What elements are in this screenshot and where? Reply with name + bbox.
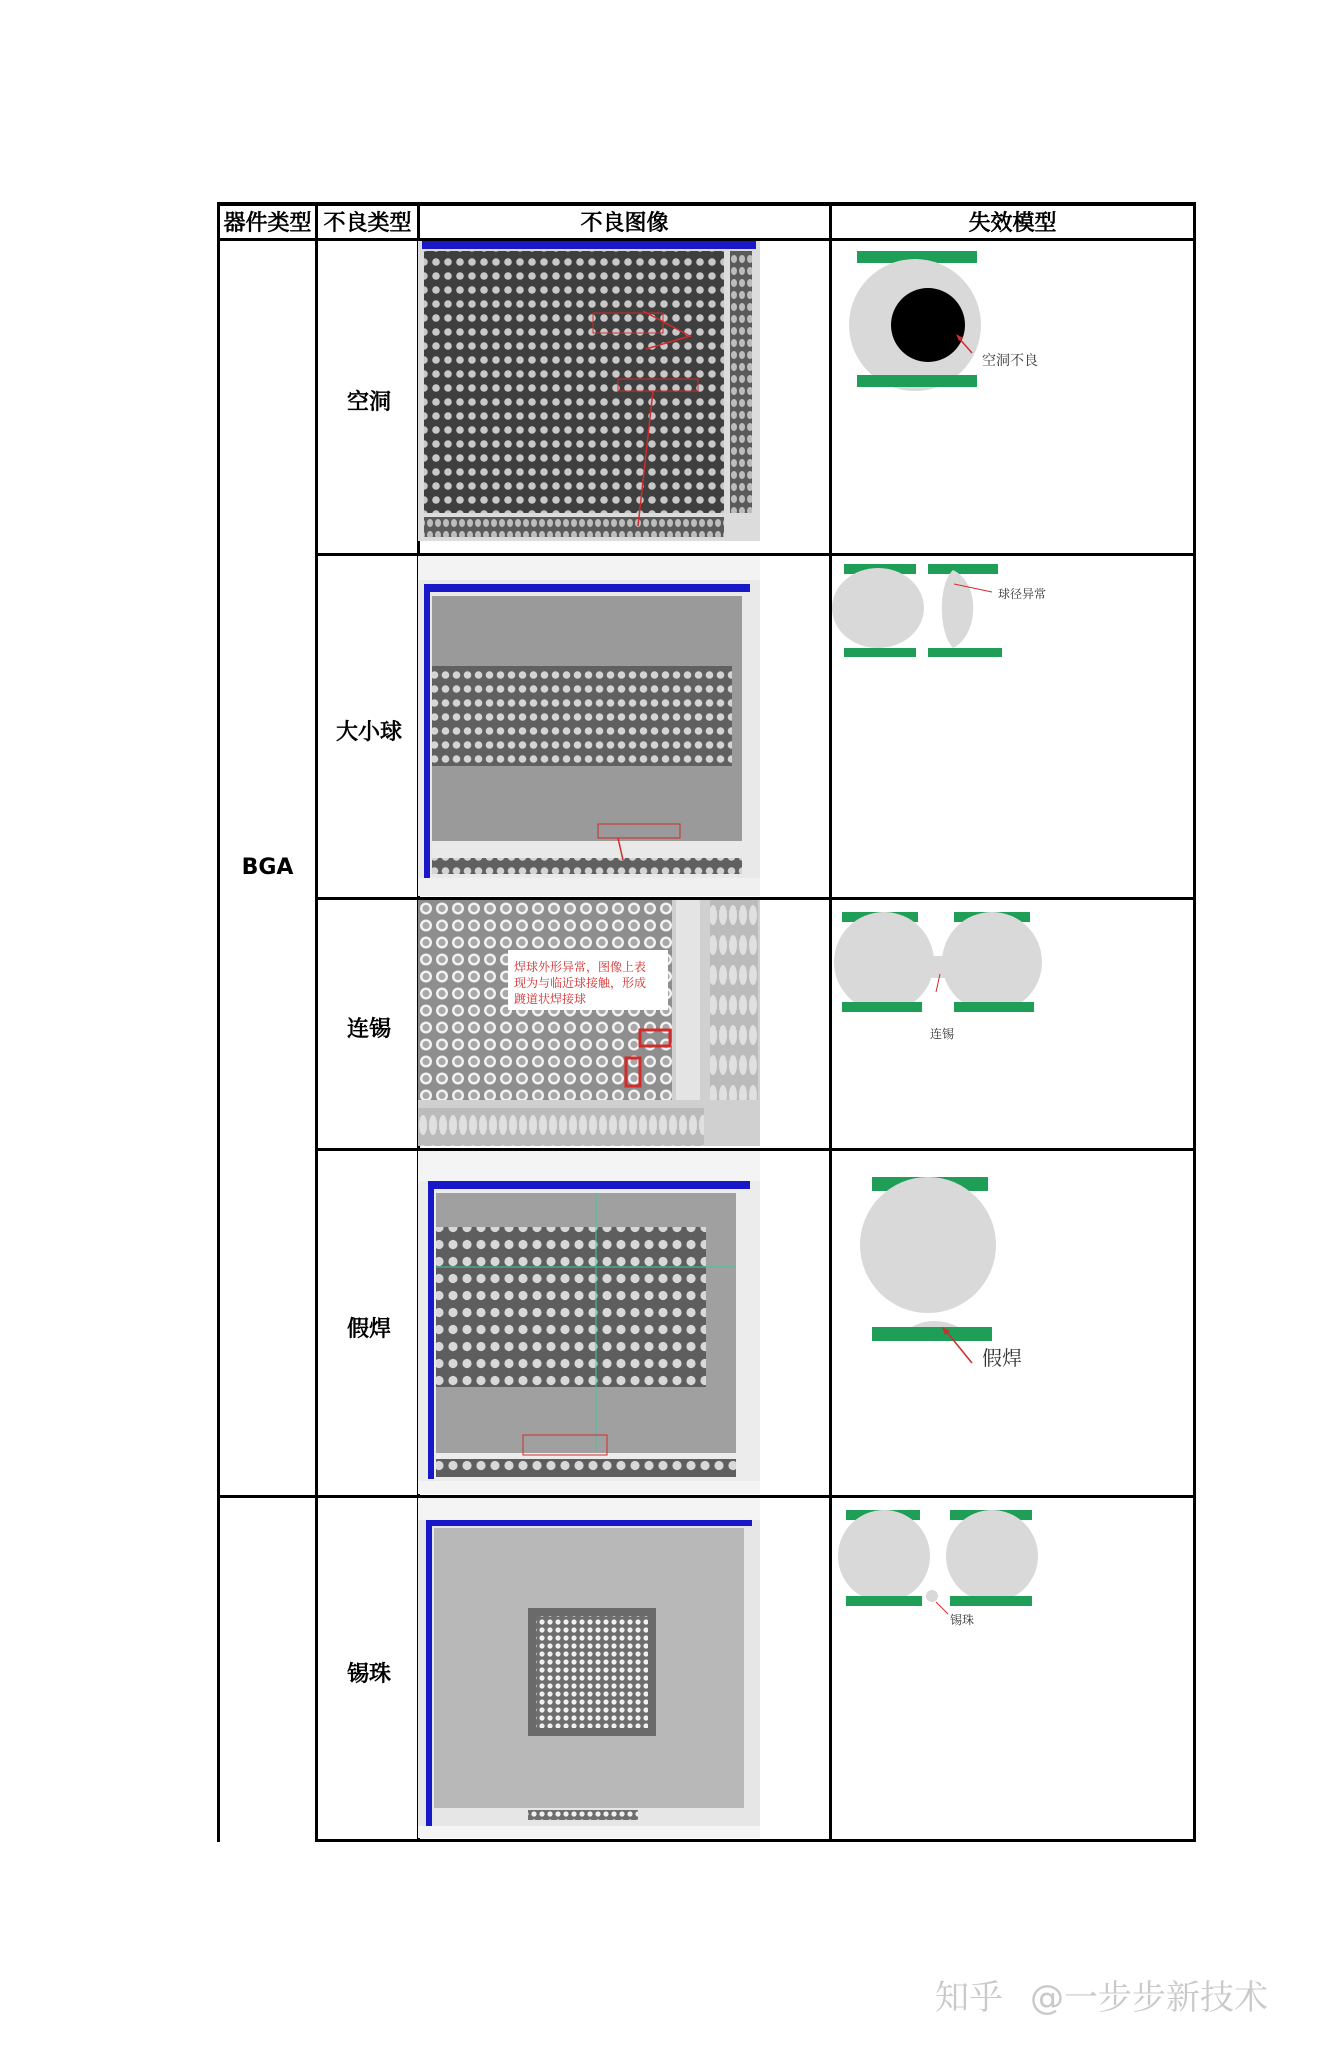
model-ball-size [832,556,1194,666]
model-solder-ball [832,1498,1194,1628]
defect-type-cold-joint: 假焊 [346,1317,391,1342]
header-defect-type: 不良类型 [323,210,412,236]
bridge-note-line-2: 现为与临近球接触，形成 [514,976,647,990]
header-failure-model: 失效模型 [968,210,1057,236]
model-label-void: 空洞不良 [982,353,1038,369]
model-cold-joint [832,1151,1194,1381]
model-label-ball-size: 球径异常 [998,587,1047,601]
header-defect-image: 不良图像 [580,210,669,236]
watermark-logo: 知乎 [935,1978,1003,2018]
table-bottom-border [315,1839,1196,1842]
bridge-note-line-1: 焊球外形异常，图像上表 [514,960,647,974]
bridge-note-line-3: 踱道状焊接球 [514,992,587,1006]
defect-type-bridge: 连锡 [346,1017,391,1042]
xray-image-ball-size [418,556,760,896]
defect-type-solder-ball: 锡珠 [346,1662,391,1687]
defect-type-void: 空洞 [346,390,391,415]
model-label-solder-ball: 锡珠 [950,1613,975,1627]
header-device-type: 器件类型 [223,210,312,236]
table-left-border [217,202,220,1842]
xray-image-void [418,241,760,541]
model-bridge [832,900,1194,1050]
xray-image-solder-ball [418,1498,760,1838]
xray-image-cold-joint [418,1151,760,1494]
defect-type-ball-size: 大小球 [335,720,402,745]
device-type-cell: BGA [241,855,294,880]
watermark-text: @一步步新技术 [1030,1978,1268,2018]
xray-image-bridge [418,900,760,1146]
model-label-bridge: 连锡 [930,1027,955,1041]
model-void [832,241,1194,391]
model-label-cold-joint: 假焊 [982,1346,1022,1370]
